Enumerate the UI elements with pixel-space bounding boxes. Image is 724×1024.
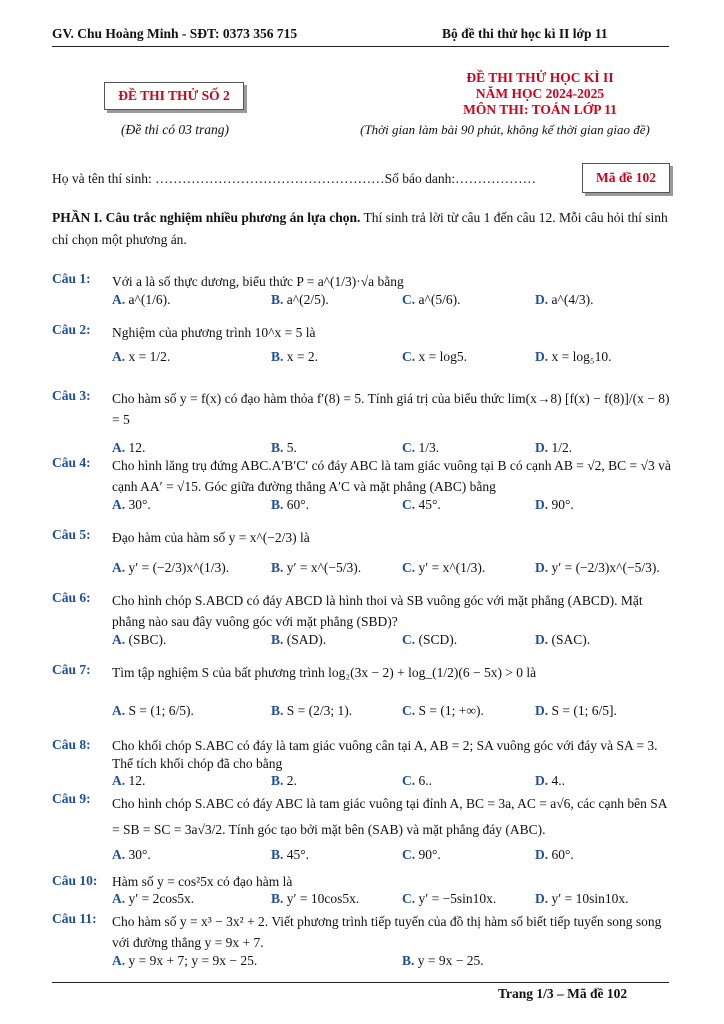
question-text: Cho hình chóp S.ABCD có đáy ABCD là hình thoi và SB vuông góc với mặt phẳng (ABCD). Mặt phẳng nào sau đây vuông góc với mặt phẳng (SBD)? [112, 593, 643, 629]
option-d[interactable]: D. S = (1; 6/5]. [535, 703, 617, 718]
option-a[interactable]: A. 30°. [112, 497, 151, 512]
question-6 [52, 590, 672, 652]
option-c[interactable]: C. 90°. [402, 847, 441, 862]
question-11 [52, 911, 672, 973]
question-text: Cho khối chóp S.ABC có đáy là tam giác vuông cân tại A, AB = 2; SA vuông góc với đáy và SA = 3. Thể tích khối chóp đã cho bằng [112, 738, 658, 771]
option-a[interactable]: A. y′ = 2cos5x. [112, 891, 195, 906]
option-c[interactable]: C. 1/3. [402, 440, 440, 455]
option-d[interactable]: D. 90°. [535, 497, 574, 512]
option-c[interactable]: C. y′ = −5sin10x. [402, 891, 497, 906]
option-d[interactable]: D. 4.. [535, 773, 565, 788]
footer-page: Trang 1/3 – Mã đề 102 [498, 986, 628, 1001]
question-2 [52, 322, 672, 369]
option-b[interactable]: B. S = (2/3; 1). [271, 703, 353, 718]
option-a[interactable]: A. y = 9x + 7; y = 9x − 25. [112, 953, 258, 968]
option-d[interactable]: D. y′ = (−2/3)x^(−5/3). [535, 560, 660, 575]
question-text: Cho hình lăng trụ đứng ABC.A′B′C′ có đáy ABC là tam giác vuông tại B có cạnh AB = √2, BC = √3 và cạnh AA′ = √15. Góc giữa đường thẳng A′C và mặt phẳng (ABC) bằng [112, 458, 671, 494]
question-options [112, 632, 672, 652]
option-c[interactable]: C. a^(5/6). [402, 292, 461, 307]
question-text: Nghiệm của phương trình 10^x = 5 là [112, 325, 316, 340]
question-options [112, 497, 672, 517]
question-text: Hàm số y = cos²5x có đạo hàm là [112, 874, 293, 889]
question-number: Câu 9: [52, 791, 91, 806]
question-number: Câu 7: [52, 662, 91, 677]
option-c[interactable]: C. y′ = x^(1/3). [402, 560, 486, 575]
option-d[interactable]: D. x = log₅10. [535, 349, 612, 364]
option-b[interactable]: B. 5. [271, 440, 297, 455]
question-options [112, 847, 672, 867]
question-options [112, 773, 672, 793]
option-a[interactable]: A. x = 1/2. [112, 349, 171, 364]
question-9 [52, 791, 672, 867]
option-a[interactable]: A. 12. [112, 440, 146, 455]
exam-title [380, 70, 700, 118]
question-options [112, 703, 672, 723]
option-b[interactable]: B. y′ = 10cos5x. [271, 891, 360, 906]
question-8 [52, 737, 672, 793]
question-number: Câu 4: [52, 455, 91, 470]
part1-intro [52, 207, 672, 251]
header-series: Bộ đề thi thử học kì II lớp 11 [442, 26, 608, 41]
question-number: Câu 5: [52, 527, 91, 542]
option-b[interactable]: B. (SAD). [271, 632, 327, 647]
pages-note: (Đề thi có 03 trang) [121, 122, 229, 137]
option-a[interactable]: A. 12. [112, 773, 146, 788]
option-c[interactable]: C. (SCD). [402, 632, 458, 647]
question-number: Câu 3: [52, 388, 91, 403]
question-4 [52, 455, 672, 517]
question-number: Câu 11: [52, 911, 97, 926]
part1-instruction: Thí sinh trả lời từ câu 1 đến câu 12. Mỗi câu hỏi thí sinh chỉ chọn một phương án. [52, 210, 668, 247]
option-b[interactable]: B. 2. [271, 773, 297, 788]
option-d[interactable]: D. 1/2. [535, 440, 573, 455]
option-c[interactable]: C. x = log5. [402, 349, 467, 364]
header-author: GV. Chu Hoàng Minh - SĐT: 0373 356 715 [52, 26, 298, 41]
option-a[interactable]: A. 30°. [112, 847, 151, 862]
candidate-line: Họ và tên thí sinh: ……………………………………………Số báo danh:……………… [52, 171, 537, 186]
option-d[interactable]: D. y′ = 10sin10x. [535, 891, 629, 906]
question-options [112, 953, 672, 973]
question-options [112, 891, 672, 911]
option-d[interactable]: D. 60°. [535, 847, 574, 862]
question-options [112, 292, 672, 312]
option-a[interactable]: A. y′ = (−2/3)x^(1/3). [112, 560, 230, 575]
option-b[interactable]: B. 60°. [271, 497, 310, 512]
question-text: Đạo hàm của hàm số y = x^(−2/3) là [112, 530, 310, 545]
question-1 [52, 271, 672, 312]
part1-heading: PHẦN I. Câu trắc nghiệm nhiều phương án lựa chọn. [52, 210, 361, 225]
question-10 [52, 873, 672, 911]
option-c[interactable]: C. 45°. [402, 497, 441, 512]
question-number: Câu 2: [52, 322, 91, 337]
exam-code: Mã đề 102 [596, 170, 656, 185]
option-b[interactable]: B. y = 9x − 25. [402, 953, 484, 968]
option-b[interactable]: B. y′ = x^(−5/3). [271, 560, 362, 575]
option-d[interactable]: D. a^(4/3). [535, 292, 594, 307]
header-rule [52, 46, 669, 47]
exam-code-box [582, 163, 670, 193]
question-number: Câu 6: [52, 590, 91, 605]
option-a[interactable]: A. (SBC). [112, 632, 167, 647]
question-3 [52, 388, 672, 460]
option-a[interactable]: A. S = (1; 6/5). [112, 703, 194, 718]
option-c[interactable]: C. S = (1; +∞). [402, 703, 484, 718]
exam-badge [104, 82, 244, 110]
exam-title-line3: MÔN THI: TOÁN LỚP 11 [463, 102, 617, 117]
question-number: Câu 8: [52, 737, 91, 752]
time-note: (Thời gian làm bài 90 phút, không kể thời gian giao đề) [360, 122, 650, 137]
question-text: Cho hàm số y = f(x) có đạo hàm thỏa f′(8) = 5. Tính giá trị của biểu thức lim(x→8) [f(x) − f(8)]/(x − 8) = 5 [112, 391, 670, 427]
question-text: Cho hàm số y = x³ − 3x² + 2. Viết phương trình tiếp tuyến của đồ thị hàm số biết tiếp tuyến song song với đường thẳng y = 9x + 7. [112, 914, 662, 950]
option-a[interactable]: A. a^(1/6). [112, 292, 171, 307]
exam-title-line2: NĂM HỌC 2024-2025 [475, 86, 605, 101]
question-options [112, 560, 672, 580]
option-c[interactable]: C. 6.. [402, 773, 432, 788]
question-text: Với a là số thực dương, biểu thức P = a^(1/3)·√a bằng [112, 274, 404, 289]
question-number: Câu 10: [52, 873, 98, 888]
question-options [112, 349, 672, 369]
option-d[interactable]: D. (SAC). [535, 632, 591, 647]
exam-title-line1: ĐỀ THI THỬ HỌC KÌ II [466, 70, 614, 85]
question-text: Cho hình chóp S.ABC có đáy ABC là tam giác vuông tại đỉnh A, BC = 3a, AC = a√6, các cạnh bên SA = SB = SC = 3a√3/2. Tính góc tạo bởi mặt bên (SAB) và mặt phẳng đáy (ABC). [112, 796, 667, 837]
question-7 [52, 662, 672, 723]
question-number: Câu 1: [52, 271, 91, 286]
question-5 [52, 527, 672, 580]
option-b[interactable]: B. x = 2. [271, 349, 319, 364]
option-b[interactable]: B. a^(2/5). [271, 292, 329, 307]
question-text: Tìm tập nghiệm S của bất phương trình log₂(3x − 2) + log_(1/2)(6 − 5x) > 0 là [112, 665, 537, 680]
exam-badge-label: ĐỀ THI THỬ SỐ 2 [118, 88, 230, 103]
footer-rule [52, 982, 669, 983]
option-b[interactable]: B. 45°. [271, 847, 310, 862]
